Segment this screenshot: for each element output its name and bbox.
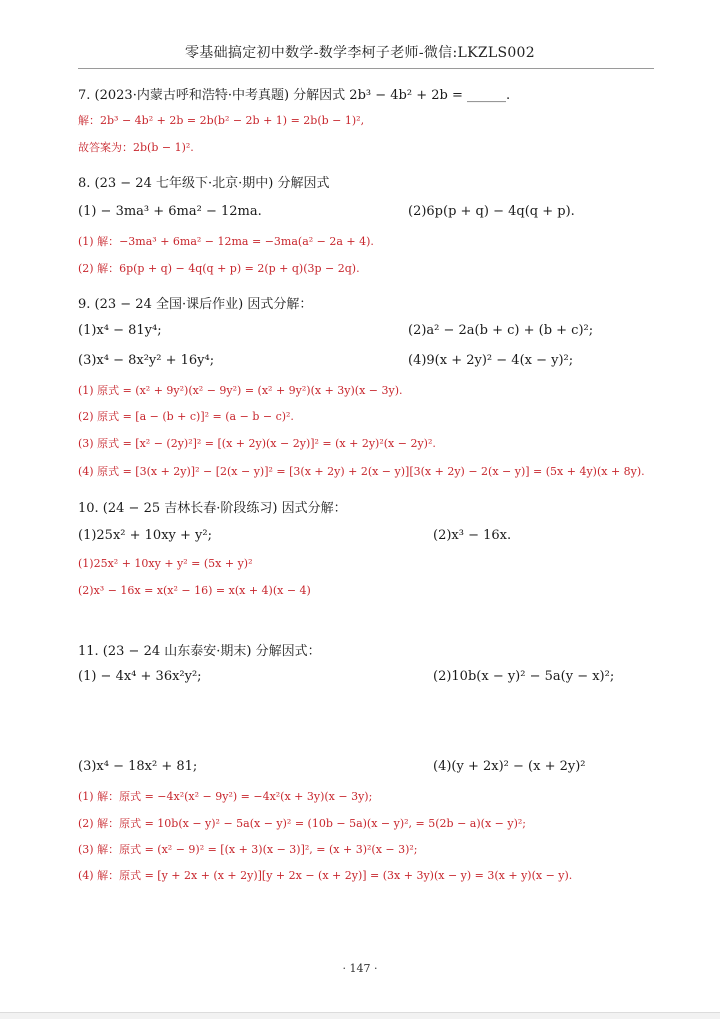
q10-stem: 10. (24 − 25 吉林长春·阶段练习) 因式分解： (78, 501, 347, 516)
q9-solution1: (1) 原式 = (x² + 9y²)(x² − 9y²) = (x² + 9y²)(x + 3y)(x − 3y). (78, 384, 403, 397)
q11-solution4: (4) 解：原式 = [y + 2x + (x + 2y)][y + 2x − (x + 2y)] = (3x + 3y)(x − y) = 3(x + y)(x − y). (78, 869, 573, 882)
q9-part3: (3)x⁴ − 8x²y² + 16y⁴; (78, 353, 215, 368)
q8-solution1: (1) 解：−3ma³ + 6ma² − 12ma = −3ma(a² − 2a + 4). (78, 235, 374, 248)
q9-solution3: (3) 原式 = [x² − (2y)²]² = [(x + 2y)(x − 2y)]² = (x + 2y)²(x − 2y)². (78, 437, 436, 450)
q9-part4: (4)9(x + 2y)² − 4(x − y)²; (408, 353, 574, 368)
q9-solution2: (2) 原式 = [a − (b + c)]² = (a − b − c)². (78, 410, 294, 423)
header-divider (78, 68, 654, 69)
q11-part1: (1) − 4x⁴ + 36x²y²; (78, 669, 202, 684)
q10-solution2: (2)x³ − 16x = x(x² − 16) = x(x + 4)(x − 4) (78, 584, 311, 597)
page-number: · 147 · (342, 962, 378, 975)
q7-solution-line1: 解：2b³ − 4b² + 2b = 2b(b² − 2b + 1) = 2b(b − 1)², (78, 114, 365, 127)
page-header: 零基础搞定初中数学-数学李柯子老师-微信:LKZLS002 (185, 45, 535, 61)
q9-part2: (2)a² − 2a(b + c) + (b + c)²; (408, 323, 594, 338)
q7-solution-line2: 故答案为：2b(b − 1)². (78, 141, 194, 154)
q7-stem: 7. (2023·内蒙古呼和浩特·中考真题) 分解因式 2b³ − 4b² + 2b = ______. (78, 88, 511, 103)
q11-solution3: (3) 解：原式 = (x² − 9)² = [(x + 3)(x − 3)]², = (x + 3)²(x − 3)²; (78, 843, 418, 856)
q8-part1: (1) − 3ma³ + 6ma² − 12ma. (78, 204, 262, 219)
q11-stem: 11. (23 − 24 山东泰安·期末) 分解因式： (78, 644, 321, 659)
q9-stem: 9. (23 − 24 全国·课后作业) 因式分解： (78, 297, 313, 312)
q9-part1: (1)x⁴ − 81y⁴; (78, 323, 162, 338)
q8-part2: (2)6p(p + q) − 4q(q + p). (408, 204, 575, 219)
q10-part2: (2)x³ − 16x. (433, 528, 512, 543)
q11-part4: (4)(y + 2x)² − (x + 2y)² (433, 759, 586, 774)
q11-part3: (3)x⁴ − 18x² + 81; (78, 759, 198, 774)
q11-solution2: (2) 解：原式 = 10b(x − y)² − 5a(x − y)² = (10b − 5a)(x − y)², = 5(2b − a)(x − y)²; (78, 817, 526, 830)
q10-part1: (1)25x² + 10xy + y²; (78, 528, 212, 543)
q8-solution2: (2) 解：6p(p + q) − 4q(q + p) = 2(p + q)(3p − 2q). (78, 262, 360, 275)
q11-solution1: (1) 解：原式 = −4x²(x² − 9y²) = −4x²(x + 3y)(x − 3y); (78, 790, 373, 803)
q10-solution1: (1)25x² + 10xy + y² = (5x + y)² (78, 557, 253, 570)
q8-stem: 8. (23 − 24 七年级下·北京·期中) 分解因式 (78, 176, 330, 191)
q11-part2: (2)10b(x − y)² − 5a(y − x)²; (433, 669, 615, 684)
q9-solution4: (4) 原式 = [3(x + 2y)]² − [2(x − y)]² = [3(x + 2y) + 2(x − y)][3(x + 2y) − 2(x − y)] = (5x + 4y)(x + 8y). (78, 465, 645, 478)
